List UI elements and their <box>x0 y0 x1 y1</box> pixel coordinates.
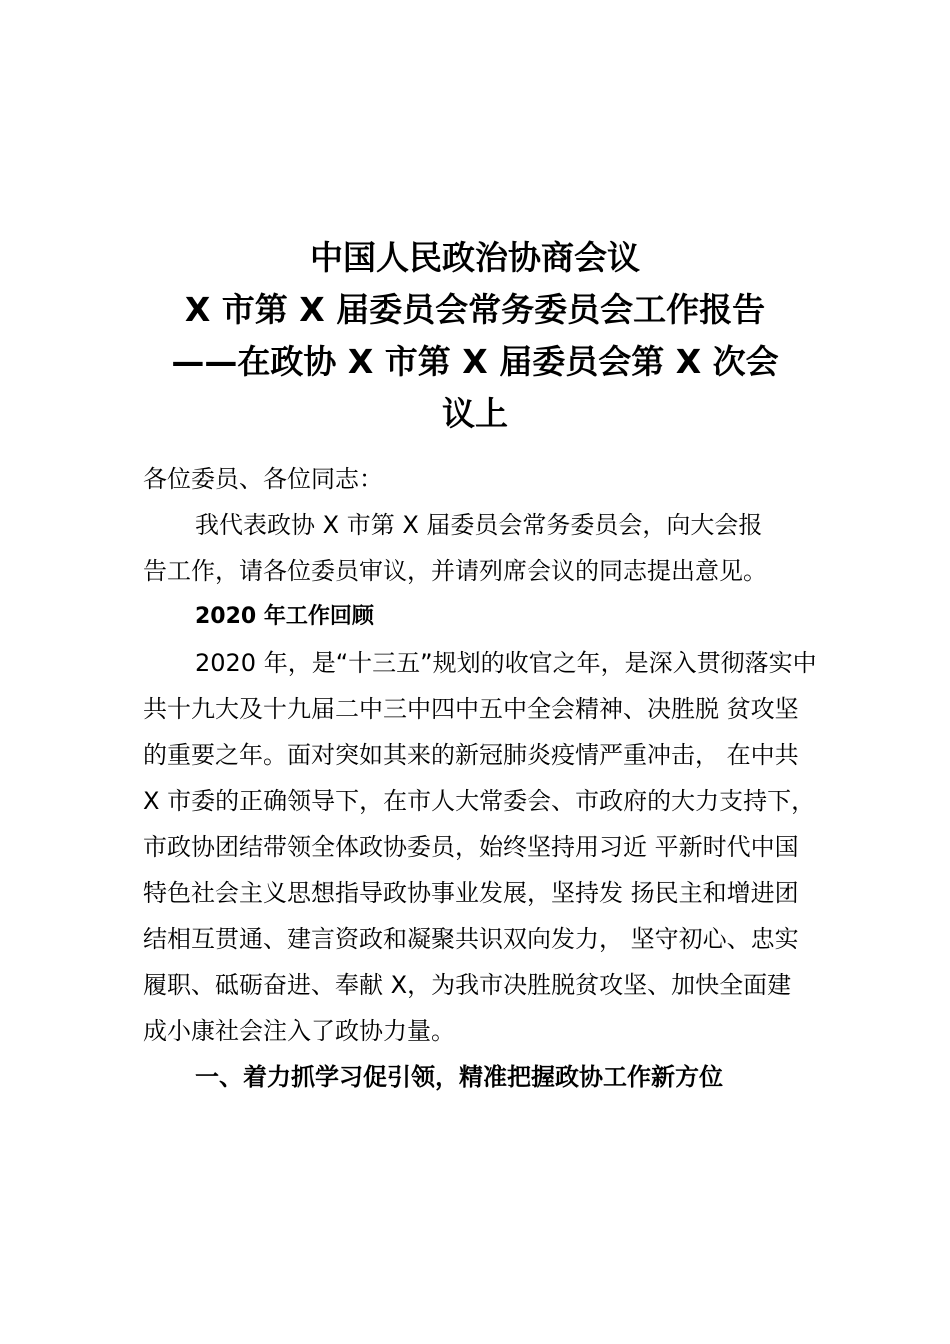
paragraph-line-2: 共十九大及十九届二中三中四中五中全会精神、决胜脱 贫攻坚 <box>143 695 799 723</box>
section-heading: 2020 年工作回顾 <box>195 604 374 629</box>
title-line-4: 议上 <box>442 394 508 433</box>
paragraph-line-3: 的重要之年。面对突如其来的新冠肺炎疫情严重冲击， 在中共 <box>143 741 799 769</box>
report-title <box>140 232 810 440</box>
paragraph-line-6: 特色社会主义思想指导政协事业发展，坚持发 扬民主和增进团 <box>143 879 799 907</box>
report-body <box>143 456 843 1100</box>
salutation: 各位委员、各位同志： <box>143 465 383 493</box>
paragraph-line-7: 结相互贯通、建言资政和凝聚共识双向发力， 坚守初心、忠实 <box>143 925 799 953</box>
paragraph-line-4: X 市委的正确领导下，在市人大常委会、市政府的大力支持下， <box>143 787 816 815</box>
paragraph-line-5: 市政协团结带领全体政协委员，始终坚持用习近 平新时代中国 <box>143 833 799 861</box>
paragraph-line-8: 履职、砥砺奋进、奉献 X，为我市决胜脱贫攻坚、加快全面建 <box>143 971 792 999</box>
intro-line-2: 告工作，请各位委员审议，并请列席会议的同志提出意见。 <box>143 557 767 585</box>
title-line-1: 中国人民政治协商会议 <box>310 238 640 277</box>
paragraph-line-9: 成小康社会注入了政协力量。 <box>143 1017 455 1045</box>
title-line-2: X 市第 X 届委员会常务委员会工作报告 <box>184 290 766 329</box>
subheading: 一、着力抓学习促引领，精准把握政协工作新方位 <box>195 1063 723 1091</box>
intro-line-1: 我代表政协 X 市第 X 届委员会常务委员会，向大会报 <box>195 511 763 539</box>
title-line-3: ——在政协 X 市第 X 届委员会第 X 次会 <box>171 342 779 381</box>
paragraph-line-1: 2020 年，是“十三五”规划的收官之年，是深入贯彻落实中 <box>195 649 817 677</box>
